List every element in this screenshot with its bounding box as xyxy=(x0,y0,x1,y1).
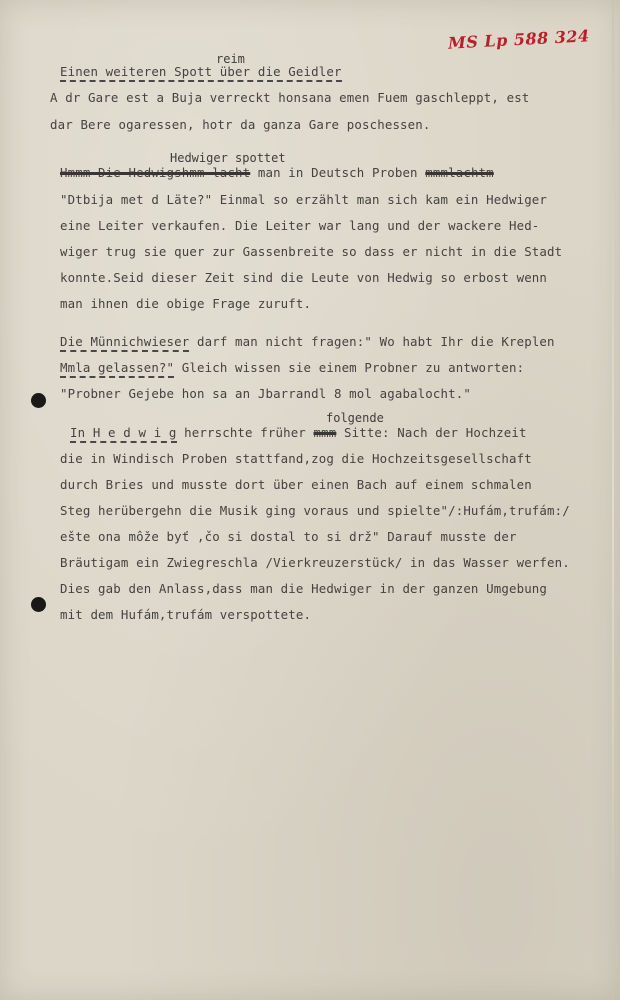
handwritten-insert-reim: reim xyxy=(216,52,245,66)
underlined-text: Mmla gelassen?" xyxy=(60,360,174,378)
text-line: Bräutigam ein Zwiegreschla /Vierkreuzerstück/ in das Wasser werfen. xyxy=(60,555,570,570)
text-fragment: Sitte: Nach der Hochzeit xyxy=(336,425,527,440)
underlined-text: Die Münnichwieser xyxy=(60,334,189,352)
handwritten-insert-hedwiger: Hedwiger spottet xyxy=(170,151,286,165)
text-line: dar Bere ogaressen, hotr da ganza Gare poschessen. xyxy=(50,117,431,132)
text-fragment: darf man nicht fragen:" Wo habt Ihr die Kreplen xyxy=(189,334,555,349)
text-line: "Dtbija met d Läte?" Einmal so erzählt man sich kam ein Hedwiger xyxy=(60,192,548,207)
text-line: Steg herübergehn die Musik ging voraus und spielte"/:Hufám,trufám:/ xyxy=(60,503,570,518)
text-line xyxy=(60,334,555,349)
page-edge xyxy=(612,0,614,1000)
text-line: man ihnen die obige Frage zuruft. xyxy=(60,296,312,311)
underlined-text: In H e d w i g xyxy=(70,425,177,443)
handwritten-insert-folgende: folgende xyxy=(326,411,384,425)
text-line: A dr Gare est a Buja verreckt honsana emen Fuem gaschleppt, est xyxy=(50,90,530,105)
text-fragment: Gleich wissen sie einem Probner zu antworten: xyxy=(174,360,525,375)
section-title-geidler: Einen weiteren Spott über die Geidler xyxy=(60,64,342,82)
punch-hole xyxy=(31,393,46,408)
struck-text: mmmlachtm xyxy=(425,165,494,180)
struck-text: Hmmm Die Hedwigshmm lacht xyxy=(60,165,251,180)
text-line xyxy=(60,360,524,375)
text-line: konnte.Seid dieser Zeit sind die Leute von Hedwig so erbost wenn xyxy=(60,270,548,285)
struck-text: mmm xyxy=(313,425,337,440)
text-line: die in Windisch Proben stattfand,zog die Hochzeitsgesellschaft xyxy=(60,451,532,466)
text-line: "Probner Gejebe hon sa an Jbarrandl 8 mol agabalocht." xyxy=(60,386,471,401)
archive-shelfmark-note: MS Lp 588 324 xyxy=(447,26,591,53)
text-line: wiger trug sie quer zur Gassenbreite so dass er nicht in die Stadt xyxy=(60,244,563,259)
text-line: mit dem Hufám,trufám verspottete. xyxy=(60,607,312,622)
text-line: Dies gab den Anlass,dass man die Hedwiger in der ganzen Umgebung xyxy=(60,581,548,596)
text-line: eine Leiter verkaufen. Die Leiter war lang und der wackere Hed- xyxy=(60,218,540,233)
text-line xyxy=(70,425,527,440)
text-fragment: man in Deutsch Proben xyxy=(250,165,426,180)
punch-hole xyxy=(31,597,46,612)
text-line: durch Bries und musste dort über einen Bach auf einem schmalen xyxy=(60,477,532,492)
text-fragment: herrschte früher xyxy=(176,425,314,440)
struck-line-hedwiger xyxy=(60,165,494,180)
text-line: ešte ona môže byť ,čo si dostal to si drž" Darauf musste der xyxy=(60,529,517,544)
